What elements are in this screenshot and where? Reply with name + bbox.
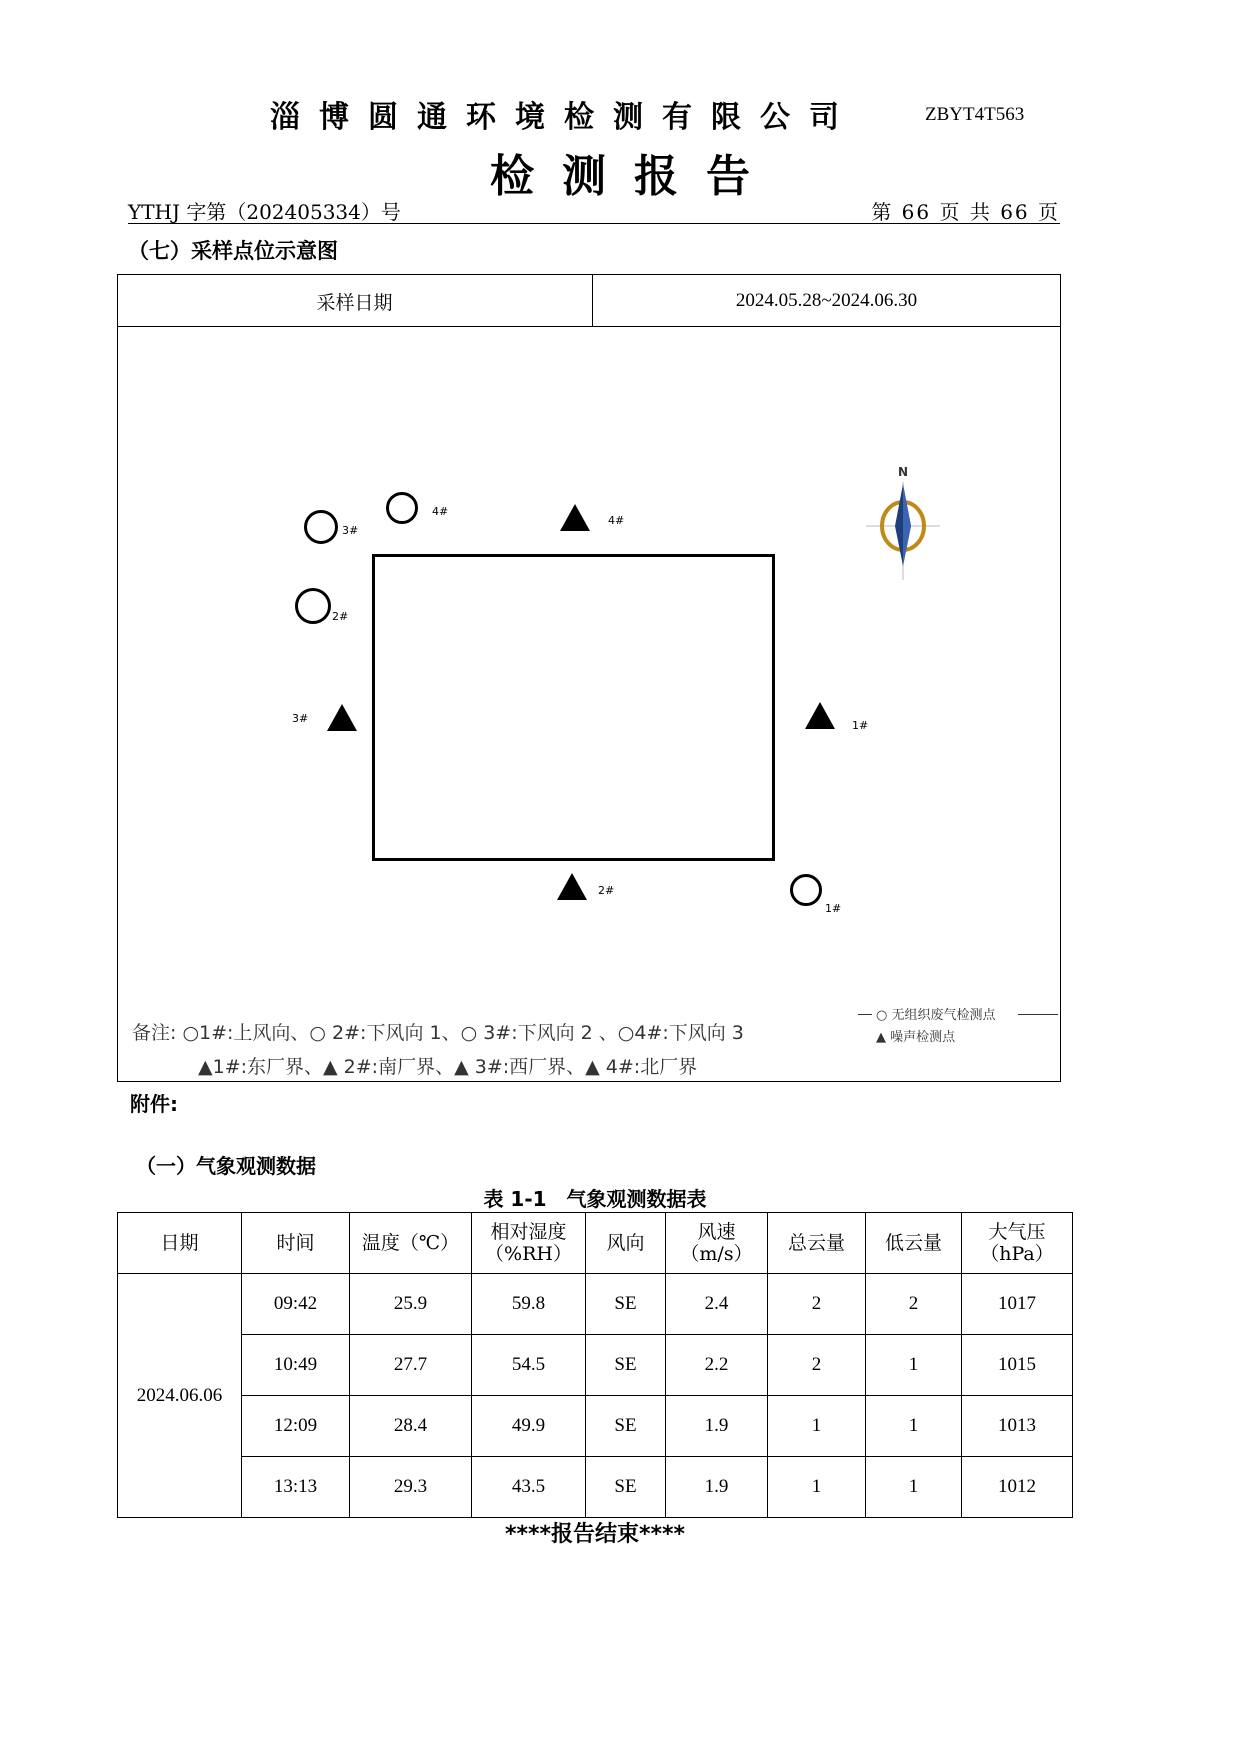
table-header-row xyxy=(118,1213,1073,1274)
noise-point-4-icon xyxy=(560,504,590,531)
table-cell: 1013 xyxy=(962,1396,1073,1457)
noise-point-1-icon xyxy=(805,702,835,729)
table-cell: 28.4 xyxy=(350,1396,472,1457)
air-point-1-icon xyxy=(790,874,822,906)
air-point-3-icon xyxy=(304,510,338,544)
table-cell: 2.2 xyxy=(666,1335,768,1396)
table-cell: SE xyxy=(586,1396,666,1457)
plant-boundary-rectangle xyxy=(372,554,775,861)
page-info: 第 66 页 共 66 页 xyxy=(871,200,1060,224)
section-heading-weather: （一）气象观测数据 xyxy=(136,1154,316,1178)
compass-n-label: N xyxy=(897,465,909,479)
company-name: 淄博圆通环境检测有限公司 xyxy=(270,100,858,135)
legend-air-points: ○ 无组织废气检测点 xyxy=(876,1008,996,1023)
table-cell: 43.5 xyxy=(472,1457,586,1518)
noise-point-2-label: 2# xyxy=(598,884,615,897)
air-point-4-icon xyxy=(386,492,418,524)
col-header-temperature: 温度（℃） xyxy=(350,1213,472,1274)
table-cell: 2 xyxy=(768,1335,866,1396)
col-header-total-cloud: 总云量 xyxy=(768,1213,866,1274)
weather-data-table xyxy=(117,1212,1073,1518)
table-cell: 25.9 xyxy=(350,1274,472,1335)
table-cell: 12:09 xyxy=(242,1396,350,1457)
date-cell: 2024.06.06 xyxy=(118,1274,242,1518)
report-title: 检测报告 xyxy=(490,151,778,202)
legend-rule-right xyxy=(1018,1014,1058,1015)
col-header-date: 日期 xyxy=(118,1213,242,1274)
table-cell: 2 xyxy=(866,1274,962,1335)
table-cell: 13:13 xyxy=(242,1457,350,1518)
table-row xyxy=(118,1274,1073,1335)
header-divider xyxy=(128,223,1060,224)
noise-point-1-label: 1# xyxy=(852,719,869,732)
table-cell: 1 xyxy=(866,1457,962,1518)
table-cell: 1017 xyxy=(962,1274,1073,1335)
col-header-wind-speed: 风速 （m/s） xyxy=(666,1213,768,1274)
north-compass-icon xyxy=(862,462,944,582)
attachment-label: 附件: xyxy=(130,1092,178,1116)
air-point-2-icon xyxy=(295,588,331,624)
table-cell: 29.3 xyxy=(350,1457,472,1518)
table-cell: 09:42 xyxy=(242,1274,350,1335)
remarks-line-2: ▲1#:东厂界、▲ 2#:南厂界、▲ 3#:西厂界、▲ 4#:北厂界 xyxy=(198,1056,698,1078)
table-cell: SE xyxy=(586,1335,666,1396)
table-row xyxy=(118,1396,1073,1457)
air-point-1-label: 1# xyxy=(825,902,842,915)
col-header-wind-direction: 风向 xyxy=(586,1213,666,1274)
noise-point-3-label: 3# xyxy=(292,712,309,725)
table-cell: 2 xyxy=(768,1274,866,1335)
sampling-date-label: 采样日期 xyxy=(316,292,393,314)
noise-point-4-label: 4# xyxy=(608,514,625,527)
table-cell: 1012 xyxy=(962,1457,1073,1518)
table-cell: 10:49 xyxy=(242,1335,350,1396)
table-cell: 1 xyxy=(866,1335,962,1396)
table-cell: 1 xyxy=(866,1396,962,1457)
document-code: ZBYT4T563 xyxy=(925,104,1025,125)
air-point-4-label: 4# xyxy=(432,505,449,518)
table-cell: SE xyxy=(586,1457,666,1518)
table-row xyxy=(118,1335,1073,1396)
legend-rule-left xyxy=(858,1014,872,1015)
table-cell: 1015 xyxy=(962,1335,1073,1396)
table-cell: SE xyxy=(586,1274,666,1335)
col-header-pressure: 大气压 （hPa） xyxy=(962,1213,1073,1274)
col-header-humidity: 相对湿度 （%RH） xyxy=(472,1213,586,1274)
table-cell: 59.8 xyxy=(472,1274,586,1335)
report-number: YTHJ 字第（202405334）号 xyxy=(128,200,401,224)
table-caption: 表 1-1 气象观测数据表 xyxy=(483,1187,707,1211)
table-cell: 1 xyxy=(768,1457,866,1518)
table-cell: 2.4 xyxy=(666,1274,768,1335)
noise-point-3-icon xyxy=(327,704,357,731)
air-point-3-label: 3# xyxy=(342,524,359,537)
section-heading-sampling-map: （七）采样点位示意图 xyxy=(128,239,338,263)
table-cell: 27.7 xyxy=(350,1335,472,1396)
sampling-date-value: 2024.05.28~2024.06.30 xyxy=(735,290,918,311)
air-point-2-label: 2# xyxy=(332,610,349,623)
table-row xyxy=(118,1457,1073,1518)
table-cell: 1.9 xyxy=(666,1457,768,1518)
table-cell: 49.9 xyxy=(472,1396,586,1457)
table-cell: 1 xyxy=(768,1396,866,1457)
noise-point-2-icon xyxy=(557,873,587,900)
table-cell: 54.5 xyxy=(472,1335,586,1396)
col-header-low-cloud: 低云量 xyxy=(866,1213,962,1274)
legend-noise-points: ▲ 噪声检测点 xyxy=(876,1030,956,1045)
table-cell: 1.9 xyxy=(666,1396,768,1457)
report-end-marker: ****报告结束**** xyxy=(504,1522,686,1547)
col-header-time: 时间 xyxy=(242,1213,350,1274)
remarks-line-1: 备注: ○1#:上风向、○ 2#:下风向 1、○ 3#:下风向 2 、○4#:下风向 3 xyxy=(132,1022,744,1044)
